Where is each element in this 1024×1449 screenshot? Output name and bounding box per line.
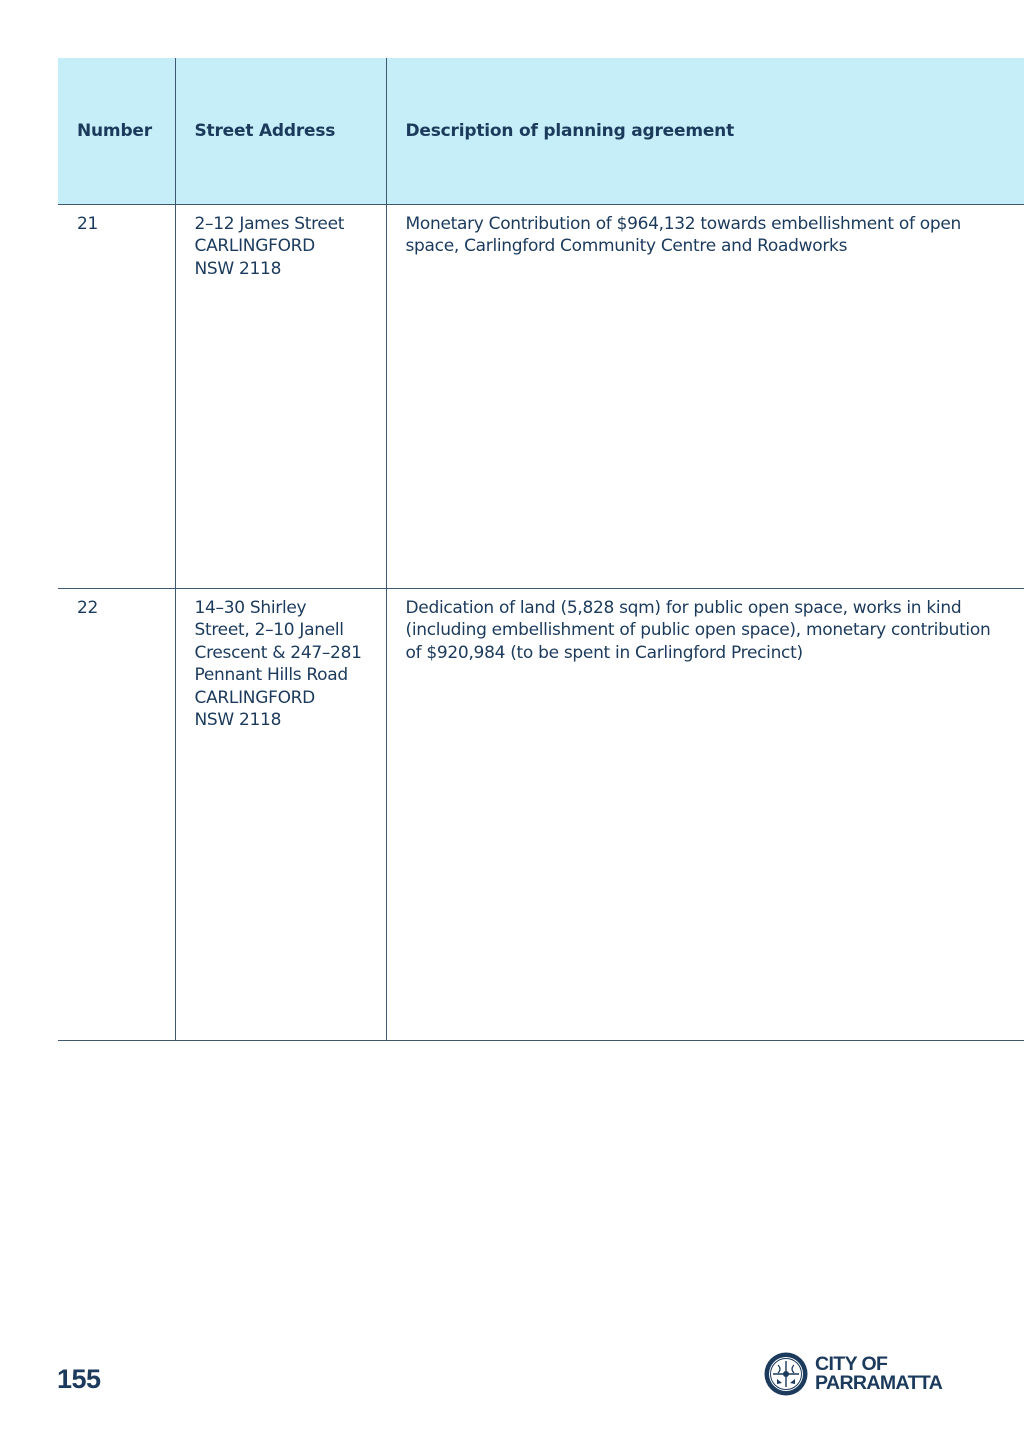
address-line: Pennant Hills Road — [194, 665, 348, 685]
address-line: 14–30 Shirley — [194, 597, 307, 618]
table-header-row — [58, 58, 1024, 204]
logo-line-2: PARRAMATTA — [815, 1372, 943, 1394]
address-line: NSW 2118 — [194, 258, 282, 279]
logo-wordmark — [815, 1355, 942, 1393]
header-number: Number — [58, 58, 175, 204]
logo-line-1: CITY OF — [815, 1353, 888, 1375]
address-line: 2–12 James Street — [194, 213, 345, 234]
cell-number: 22 — [58, 588, 175, 1040]
cell-number: 21 — [58, 204, 175, 588]
header-street-address: Street Address — [175, 58, 386, 204]
header-description: Description of planning agreement — [386, 58, 1024, 204]
city-of-parramatta-logo — [763, 1351, 942, 1397]
page-number: 155 — [57, 1364, 101, 1394]
cell-street-address — [175, 588, 386, 1040]
parramatta-seal-icon — [763, 1351, 809, 1397]
cell-street-address — [175, 204, 386, 588]
address-line: Street, 2–10 Janell — [194, 620, 344, 640]
table-row — [58, 588, 1024, 1040]
planning-agreements-table — [58, 58, 1024, 1041]
cell-description: Dedication of land (5,828 sqm) for public open space, works in kind (including embellishment of public open space), monetary contribution of $920,984 (to be spent in Carlingford Precinct) — [386, 588, 1024, 1040]
table-row — [58, 204, 1024, 588]
address-line: CARLINGFORD — [194, 687, 315, 708]
cell-description: Monetary Contribution of $964,132 towards embellishment of open space, Carlingford Community Centre and Roadworks — [386, 204, 1024, 588]
address-line: NSW 2118 — [194, 710, 282, 730]
address-line: CARLINGFORD — [194, 236, 315, 256]
address-line: Crescent & 247–281 — [194, 642, 362, 663]
